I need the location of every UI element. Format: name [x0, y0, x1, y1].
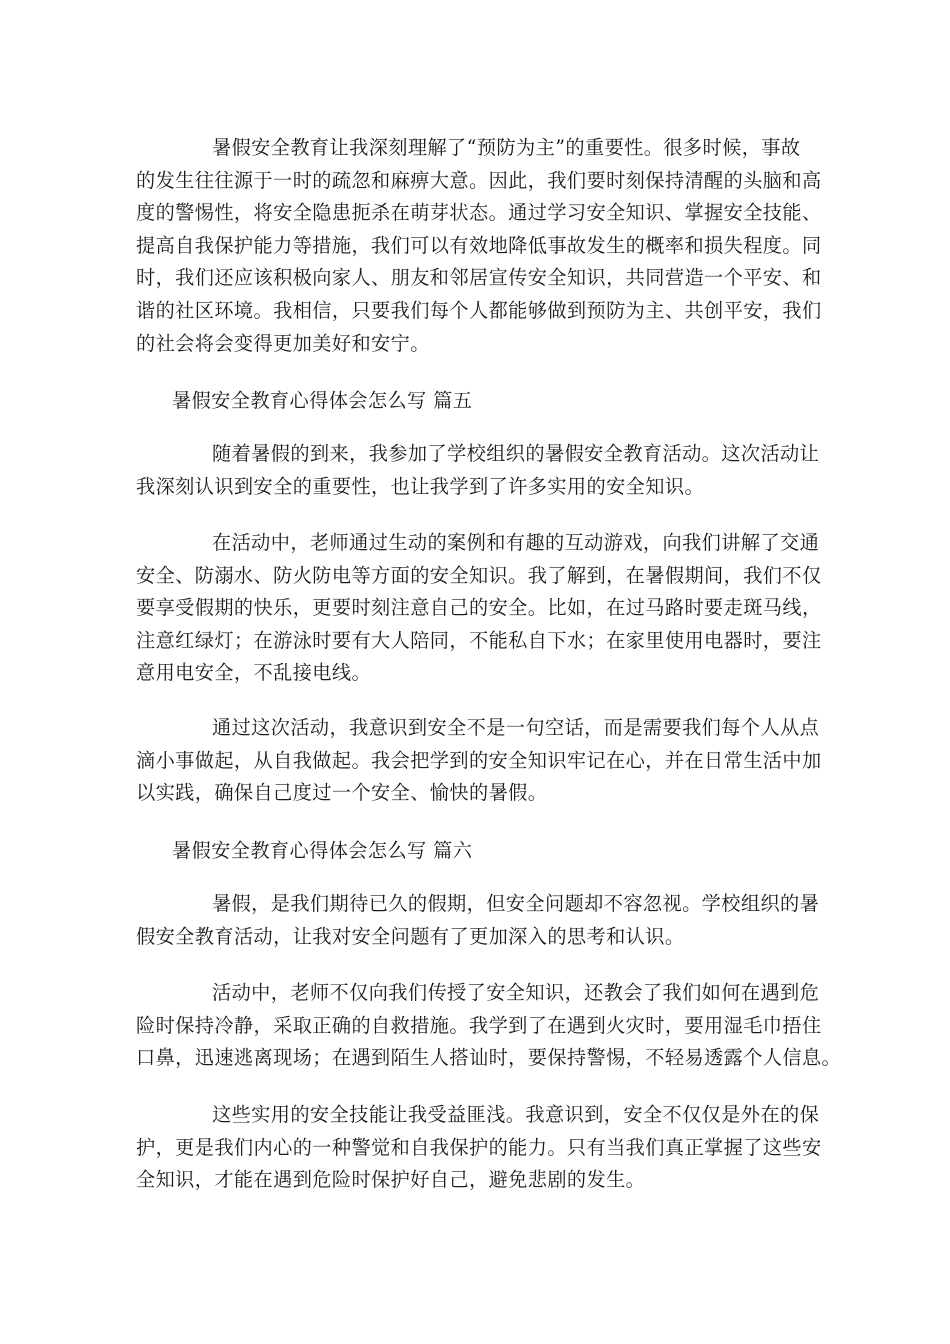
text-line: 这些实用的安全技能让我受益匪浅。我意识到，安全不仅仅是外在的保 [212, 1103, 820, 1126]
text-line: 口鼻，迅速逃离现场；在遇到陌生人搭讪时，要保持警惕，不轻易透露个人信息。 [136, 1046, 842, 1070]
text-line: 安全、防溺水、防火防电等方面的安全知识。我了解到，在暑假期间，我们不仅 [136, 563, 822, 587]
text-line: 提高自我保护能力等措施，我们可以有效地降低事故发生的概率和损失程度。同 [136, 233, 822, 257]
text-line: 滴小事做起，从自我做起。我会把学到的安全知识牢记在心，并在日常生活中加 [136, 748, 822, 772]
text-line: 要享受假期的快乐，更要时刻注意自己的安全。比如，在过马路时要走斑马线， [136, 596, 822, 620]
text-line: 随着暑假的到来，我参加了学校组织的暑假安全教育活动。这次活动让 [212, 442, 820, 465]
text-line: 活动中，老师不仅向我们传授了安全知识，还教会了我们如何在遇到危 [212, 981, 820, 1004]
text-line: 度的警惕性，将安全隐患扼杀在萌芽状态。通过学习安全知识、掌握安全技能、 [136, 201, 822, 225]
text-line: 暑假安全教育让我深刻理解了“预防为主”的重要性。很多时候，事故 [212, 136, 801, 159]
paragraph-intro-5 [136, 438, 820, 503]
text-line: 险时保持冷静，采取正确的自救措施。我学到了在遇到火灾时，要用湿毛巾捂住 [136, 1013, 822, 1037]
paragraph-prevention [136, 132, 822, 360]
text-line: 的发生往往源于一时的疏忽和麻痹大意。因此，我们要时刻保持清醒的头脑和高 [136, 168, 822, 192]
text-line: 护，更是我们内心的一种警觉和自我保护的能力。只有当我们真正掌握了这些安 [136, 1135, 822, 1159]
text-line: 的社会将会变得更加美好和安宁。 [136, 331, 430, 355]
text-line: 我深刻认识到安全的重要性，也让我学到了许多实用的安全知识。 [136, 474, 705, 498]
paragraph-reflection-5 [136, 712, 822, 810]
section-heading-5: 暑假安全教育心得体会怎么写 篇五 [172, 389, 473, 412]
paragraph-activity-5 [136, 527, 822, 690]
paragraph-reflection-6 [136, 1099, 822, 1197]
text-line: 假安全教育活动，让我对安全问题有了更加深入的思考和认识。 [136, 924, 685, 948]
text-line: 通过这次活动，我意识到安全不是一句空话，而是需要我们每个人从点 [212, 716, 820, 739]
text-line: 意用电安全，不乱接电线。 [136, 661, 372, 685]
section-heading-6: 暑假安全教育心得体会怎么写 篇六 [172, 839, 473, 862]
text-line: 暑假，是我们期待已久的假期，但安全问题却不容忽视。学校组织的暑 [212, 892, 820, 915]
text-line: 以实践，确保自己度过一个安全、愉快的暑假。 [136, 781, 548, 805]
paragraph-activity-6 [136, 977, 842, 1075]
text-line: 在活动中，老师通过生动的案例和有趣的互动游戏，向我们讲解了交通 [212, 531, 820, 554]
text-line: 注意红绿灯；在游泳时要有大人陪同，不能私自下水；在家里使用电器时，要注 [136, 628, 822, 652]
text-line: 谐的社区环境。我相信，只要我们每个人都能够做到预防为主、共创平安，我们 [136, 298, 822, 322]
text-line: 时，我们还应该积极向家人、朋友和邻居宣传安全知识，共同营造一个平安、和 [136, 266, 822, 290]
paragraph-intro-6 [136, 888, 820, 953]
text-line: 全知识，才能在遇到危险时保护好自己，避免悲剧的发生。 [136, 1168, 646, 1192]
